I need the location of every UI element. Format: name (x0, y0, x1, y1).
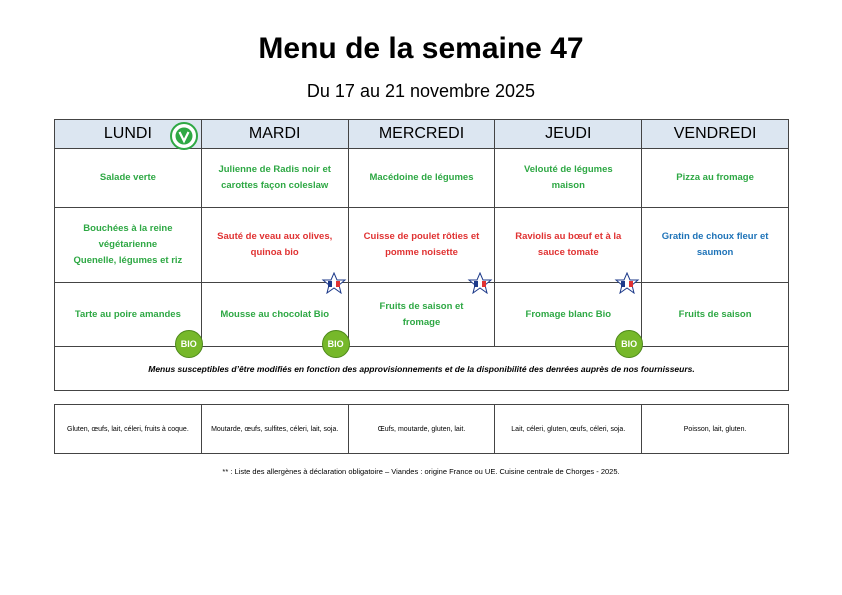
allergens-thursday: Lait, céleri, gluten, œufs, céleri, soja. (495, 405, 642, 454)
main-thursday: Raviolis au bœuf et à la sauce tomate (495, 208, 642, 283)
starter-row (55, 149, 789, 208)
main-monday-line1: Bouchées à la reine végétarienne Quenelle, légumes et riz (73, 223, 183, 266)
main-monday (55, 208, 202, 283)
dessert-tuesday: Mousse au chocolat Bio BIO (201, 283, 348, 347)
disclaimer: Menus susceptibles d’être modifiés en fonction des approvisionnements et de la disponibilité des denrées auprès de nos fournisseurs. (55, 347, 789, 391)
dessert-wednesday: Fruits de saison et fromage (348, 283, 495, 347)
main-tuesday: Sauté de veau aux olives, quinoa bio (201, 208, 348, 283)
weekly-menu-table (54, 119, 789, 391)
allergens-row (55, 405, 789, 454)
starter-thursday: Velouté de légumes maison (495, 149, 642, 208)
day-thursday: JEUDI (495, 120, 642, 149)
vegetarian-icon (170, 122, 198, 150)
allergens-wednesday: Œufs, moutarde, gluten, lait. (348, 405, 495, 454)
main-monday-text (55, 221, 201, 269)
day-friday: VENDREDI (642, 120, 789, 149)
bio-label-icon: BIO (322, 330, 350, 358)
dessert-row (55, 283, 789, 347)
main-friday: Gratin de choux fleur et saumon (642, 208, 789, 283)
allergens-friday: Poisson, lait, gluten. (642, 405, 789, 454)
dessert-friday: Fruits de saison (642, 283, 789, 347)
french-meat-icon (613, 272, 641, 294)
starter-tuesday: Julienne de Radis noir et carottes façon coleslaw (201, 149, 348, 208)
day-monday (55, 120, 202, 149)
allergens-monday: Gluten, œufs, lait, céleri, fruits à coque. (55, 405, 202, 454)
day-label: LUNDI (103, 125, 152, 142)
footnote: ** : Liste des allergènes à déclaration obligatoire – Viandes : origine France ou UE. Cuisine centrale de Chorges - 2025. (222, 467, 620, 476)
french-meat-icon (466, 272, 494, 294)
main-wednesday: Cuisse de poulet rôties et pomme noisette (348, 208, 495, 283)
allergens-tuesday: Moutarde, œufs, sulfites, céleri, lait, soja. (201, 405, 348, 454)
dessert-monday: Tarte au poire amandes BIO (55, 283, 202, 347)
dessert-thursday: Fromage blanc Bio BIO (495, 283, 642, 347)
starter-monday: Salade verte (55, 149, 202, 208)
date-range: Du 17 au 21 novembre 2025 (306, 81, 536, 101)
starter-wednesday: Macédoine de légumes (348, 149, 495, 208)
allergens-table (54, 404, 789, 454)
main-dish-row (55, 208, 789, 283)
starter-friday: Pizza au fromage (642, 149, 789, 208)
bio-label-icon: BIO (615, 330, 643, 358)
page-title: Menu de la semaine 47 (258, 32, 584, 65)
day-tuesday: MARDI (201, 120, 348, 149)
bio-label-icon: BIO (175, 330, 203, 358)
disclaimer-row (55, 347, 789, 391)
day-header-row (55, 120, 789, 149)
french-meat-icon (320, 272, 348, 294)
day-wednesday: MERCREDI (348, 120, 495, 149)
